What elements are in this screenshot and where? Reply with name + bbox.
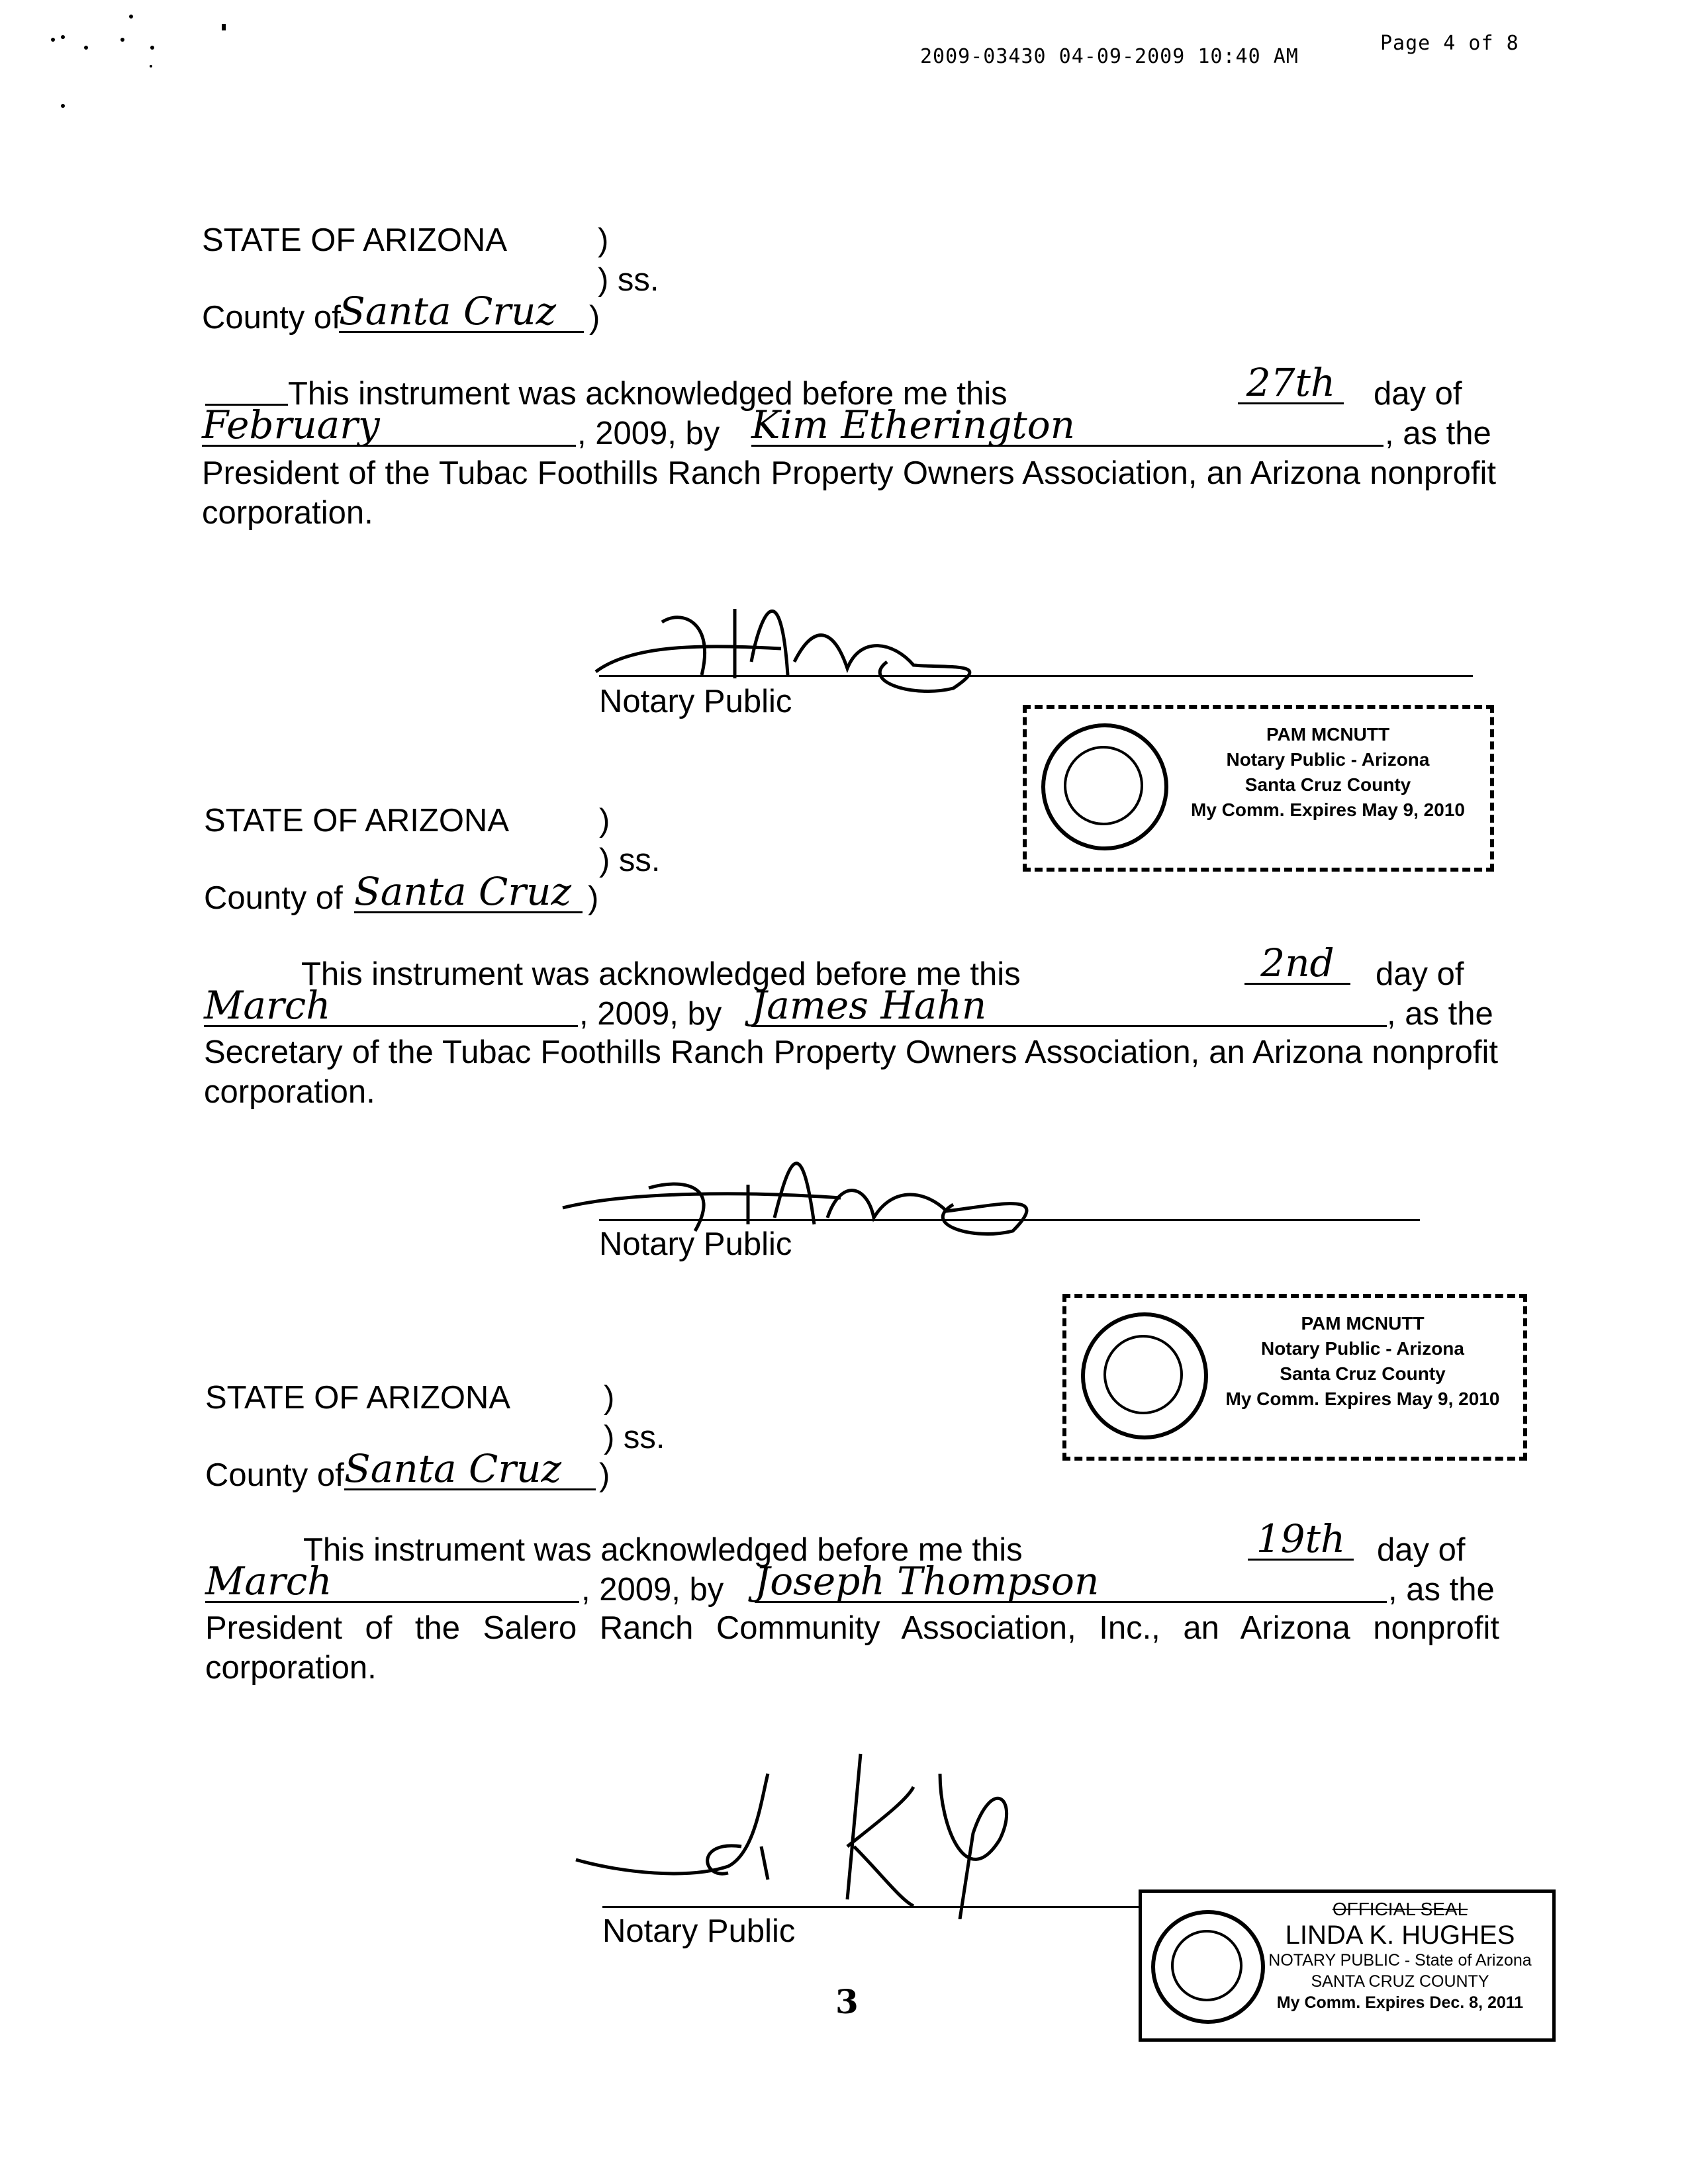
notary-signature-line (599, 675, 1473, 677)
state-seal-icon (1041, 723, 1168, 850)
acknowledgment-line-1: This instrument was acknowledged before me this (301, 956, 1021, 992)
seal-name: PAM MCNUTT (1266, 724, 1390, 745)
recording-stamp: 2009-03430 04-09-2009 10:40 AM (920, 45, 1299, 68)
as-the-label: , as the (1385, 416, 1491, 451)
state-seal-icon (1151, 1910, 1265, 2024)
name-handwritten: Joseph Thompson (755, 1561, 1387, 1603)
seal-title: NOTARY PUBLIC - State of Arizona (1268, 1951, 1532, 1970)
seal-title: Notary Public - Arizona (1260, 1338, 1464, 1359)
seal-county: Santa Cruz County (1244, 774, 1411, 795)
month-handwritten: March (205, 1561, 579, 1603)
seal-expires: My Comm. Expires May 9, 2010 (1225, 1388, 1500, 1409)
day-of-label: day of (1374, 376, 1462, 412)
year-by-label: , 2009, by (579, 996, 722, 1032)
notary-public-label: Notary Public (599, 684, 792, 719)
year-by-label: , 2009, by (577, 416, 720, 451)
acknowledgment-line-3: President of the Tubac Foothills Ranch Property Owners Association, an Arizona nonprofit (202, 455, 1496, 491)
acknowledgment-line-1: This instrument was acknowledged before me this (303, 1532, 1023, 1568)
state-seal-icon (1081, 1312, 1208, 1439)
year-by-label: , 2009, by (581, 1572, 724, 1608)
acknowledgment-line-3: Secretary of the Tubac Foothills Ranch Property Owners Association, an Arizona nonprofit (204, 1034, 1498, 1070)
paren: ) (599, 1457, 610, 1493)
notary-public-label: Notary Public (599, 1226, 792, 1262)
paren: ) (589, 300, 600, 336)
notary-seal-stamp (1062, 1294, 1527, 1461)
day-of-label: day of (1377, 1532, 1466, 1568)
acknowledgment-line-3: President of the Salero Ranch Community Association, Inc., an Arizona nonprofit (205, 1610, 1499, 1646)
day-handwritten: 2nd (1244, 943, 1350, 985)
day-of-label: day of (1376, 956, 1464, 992)
notary-public-label: Notary Public (602, 1913, 796, 1949)
paren: ) (604, 1380, 615, 1416)
seal-title: Notary Public - Arizona (1226, 749, 1430, 770)
notary-seal-stamp (1023, 705, 1494, 872)
month-handwritten: March (204, 985, 578, 1027)
name-handwritten: James Hahn (751, 985, 1387, 1027)
page-indicator: Page 4 of 8 (1380, 32, 1519, 55)
county-label: County of (205, 1457, 344, 1493)
acknowledgment-line-4: corporation. (204, 1074, 375, 1110)
ss-label: ) ss. (598, 262, 659, 298)
as-the-label: , as the (1387, 996, 1493, 1032)
as-the-label: , as the (1388, 1572, 1495, 1608)
state-line: STATE OF ARIZONA (202, 222, 508, 258)
state-line: STATE OF ARIZONA (204, 803, 510, 839)
seal-county: Santa Cruz County (1280, 1363, 1446, 1384)
state-line: STATE OF ARIZONA (205, 1380, 511, 1416)
day-handwritten: 19th (1248, 1519, 1354, 1561)
notary-signature (569, 1747, 1112, 1919)
county-label: County of (204, 880, 343, 916)
day-handwritten: 27th (1238, 363, 1344, 404)
seal-heading: OFFICIAL SEAL (1332, 1899, 1468, 1919)
county-handwritten: Santa Cruz (339, 291, 584, 333)
paren: ) (598, 222, 609, 258)
acknowledgment-line-1: This instrument was acknowledged before me this (288, 376, 1008, 412)
acknowledgment-line-4: corporation. (202, 495, 373, 531)
county-label: County of (202, 300, 341, 336)
name-handwritten: Kim Etherington (751, 405, 1383, 447)
paren: ) (599, 803, 610, 839)
ss-label: ) ss. (599, 842, 661, 878)
scan-specks (0, 0, 172, 119)
paren: ) (588, 880, 599, 916)
seal-expires: My Comm. Expires May 9, 2010 (1191, 799, 1465, 820)
seal-expires: My Comm. Expires Dec. 8, 2011 (1276, 1993, 1524, 2012)
scan-speck (222, 24, 226, 30)
month-handwritten: February (202, 405, 576, 447)
county-handwritten: Santa Cruz (344, 1449, 596, 1490)
seal-name: PAM MCNUTT (1301, 1313, 1425, 1334)
seal-county: SANTA CRUZ COUNTY (1311, 1972, 1489, 1991)
notary-signature-line (599, 1219, 1420, 1221)
ss-label: ) ss. (604, 1420, 665, 1455)
county-handwritten: Santa Cruz (354, 872, 583, 913)
seal-name: LINDA K. HUGHES (1285, 1921, 1515, 1950)
page-number: 3 (835, 1982, 859, 2021)
acknowledgment-line-4: corporation. (205, 1650, 377, 1686)
official-seal-stamp (1139, 1889, 1556, 2042)
